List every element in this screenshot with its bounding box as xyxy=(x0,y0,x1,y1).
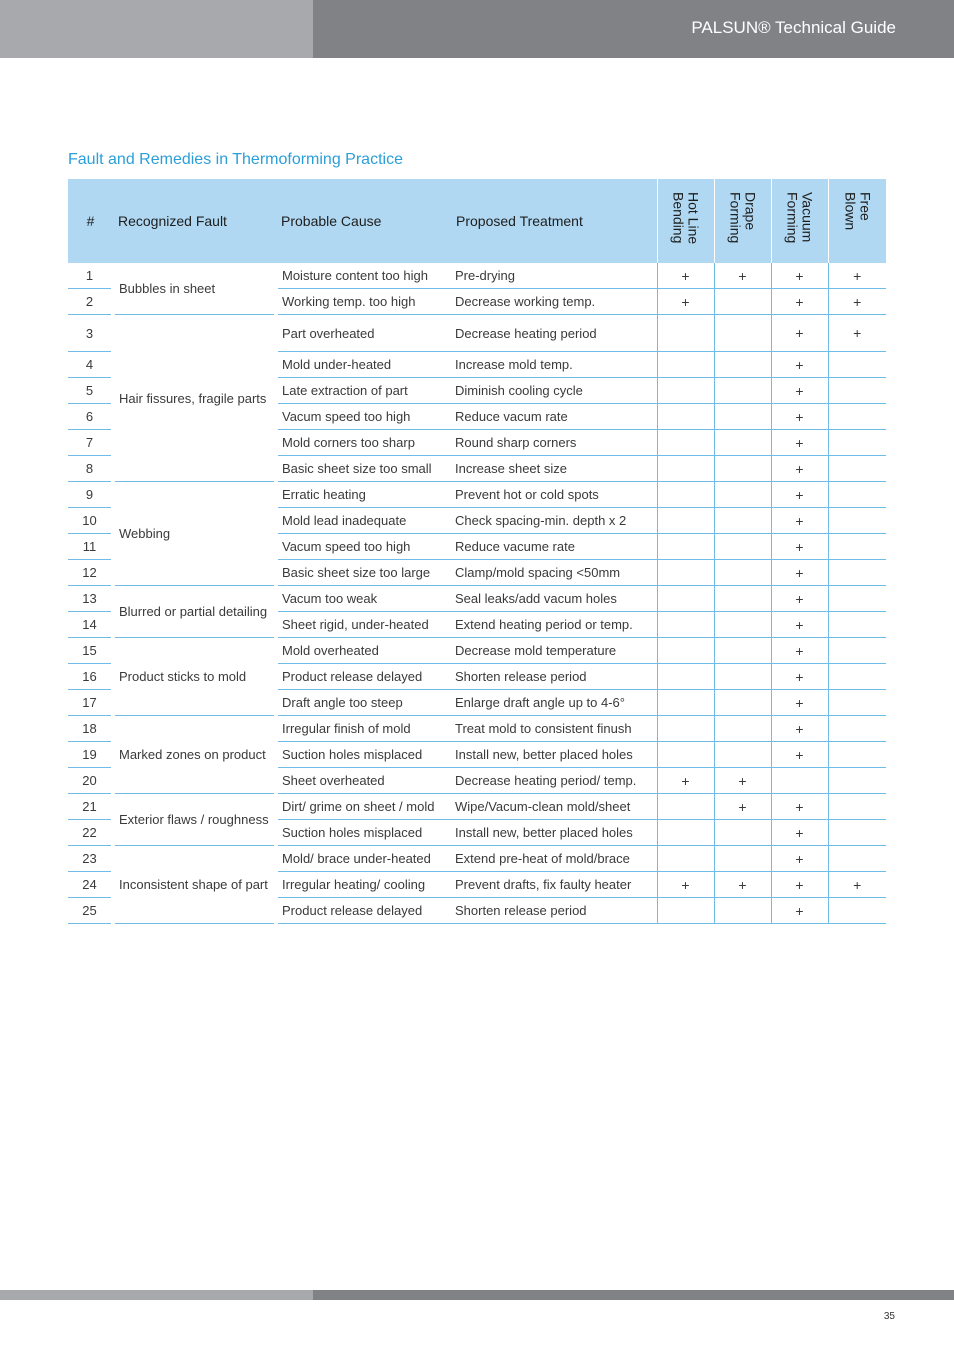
proposed-treatment: Extend pre-heat of mold/brace xyxy=(451,846,657,872)
mark-vacuum-forming: + xyxy=(771,289,828,315)
mark-vacuum-forming xyxy=(771,768,828,794)
probable-cause: Mold lead inadequate xyxy=(276,508,451,534)
mark-vacuum-forming: + xyxy=(771,638,828,664)
row-number: 25 xyxy=(68,898,113,924)
mark-drape-forming xyxy=(714,289,771,315)
mark-hot-line-bending xyxy=(657,482,714,508)
recognized-fault: Inconsistent shape of part xyxy=(113,846,276,924)
mark-drape-forming: + xyxy=(714,872,771,898)
probable-cause: Sheet overheated xyxy=(276,768,451,794)
mark-free-blown xyxy=(828,456,886,482)
probable-cause: Mold corners too sharp xyxy=(276,430,451,456)
mark-free-blown xyxy=(828,378,886,404)
row-number: 1 xyxy=(68,263,113,289)
proposed-treatment: Increase sheet size xyxy=(451,456,657,482)
mark-free-blown xyxy=(828,560,886,586)
mark-free-blown xyxy=(828,534,886,560)
mark-vacuum-forming: + xyxy=(771,612,828,638)
mark-free-blown: + xyxy=(828,872,886,898)
recognized-fault: Blurred or partial detailing xyxy=(113,586,276,638)
mark-drape-forming xyxy=(714,508,771,534)
probable-cause: Product release delayed xyxy=(276,898,451,924)
row-number: 21 xyxy=(68,794,113,820)
mark-drape-forming xyxy=(714,482,771,508)
mark-drape-forming xyxy=(714,560,771,586)
mark-free-blown xyxy=(828,430,886,456)
mark-free-blown xyxy=(828,794,886,820)
mark-drape-forming xyxy=(714,612,771,638)
mark-hot-line-bending xyxy=(657,820,714,846)
row-number: 19 xyxy=(68,742,113,768)
mark-drape-forming xyxy=(714,638,771,664)
mark-drape-forming xyxy=(714,898,771,924)
recognized-fault: Exterior flaws / roughness xyxy=(113,794,276,846)
mark-vacuum-forming: + xyxy=(771,872,828,898)
mark-drape-forming xyxy=(714,820,771,846)
probable-cause: Product release delayed xyxy=(276,664,451,690)
probable-cause: Suction holes misplaced xyxy=(276,742,451,768)
mark-hot-line-bending xyxy=(657,794,714,820)
mark-vacuum-forming: + xyxy=(771,534,828,560)
row-number: 13 xyxy=(68,586,113,612)
mark-hot-line-bending xyxy=(657,315,714,352)
mark-free-blown xyxy=(828,690,886,716)
proposed-treatment: Round sharp corners xyxy=(451,430,657,456)
proposed-treatment: Reduce vacum rate xyxy=(451,404,657,430)
row-number: 5 xyxy=(68,378,113,404)
table-header-row xyxy=(68,179,886,263)
probable-cause: Vacum speed too high xyxy=(276,534,451,560)
mark-hot-line-bending: + xyxy=(657,768,714,794)
mark-free-blown xyxy=(828,612,886,638)
mark-drape-forming: + xyxy=(714,768,771,794)
proposed-treatment: Enlarge draft angle up to 4-6° xyxy=(451,690,657,716)
mark-drape-forming xyxy=(714,430,771,456)
row-number: 8 xyxy=(68,456,113,482)
row-number: 20 xyxy=(68,768,113,794)
mark-hot-line-bending xyxy=(657,690,714,716)
row-number: 22 xyxy=(68,820,113,846)
proposed-treatment: Install new, better placed holes xyxy=(451,820,657,846)
proposed-treatment: Prevent hot or cold spots xyxy=(451,482,657,508)
footer-band-right xyxy=(313,1290,954,1300)
mark-free-blown xyxy=(828,664,886,690)
mark-vacuum-forming: + xyxy=(771,716,828,742)
mark-drape-forming xyxy=(714,315,771,352)
header-band-left xyxy=(0,0,313,58)
mark-free-blown xyxy=(828,898,886,924)
row-number: 7 xyxy=(68,430,113,456)
mark-drape-forming xyxy=(714,586,771,612)
proposed-treatment: Treat mold to consistent finush xyxy=(451,716,657,742)
mark-drape-forming: + xyxy=(714,263,771,289)
row-number: 23 xyxy=(68,846,113,872)
row-number: 2 xyxy=(68,289,113,315)
recognized-fault: Hair fissures, fragile parts xyxy=(113,315,276,482)
mark-hot-line-bending xyxy=(657,612,714,638)
mark-hot-line-bending xyxy=(657,508,714,534)
probable-cause: Mold under-heated xyxy=(276,352,451,378)
table-row xyxy=(68,716,886,742)
mark-hot-line-bending xyxy=(657,352,714,378)
table-row xyxy=(68,315,886,352)
mark-free-blown xyxy=(828,404,886,430)
mark-vacuum-forming: + xyxy=(771,315,828,352)
mark-vacuum-forming: + xyxy=(771,846,828,872)
mark-vacuum-forming: + xyxy=(771,742,828,768)
probable-cause: Moisture content too high xyxy=(276,263,451,289)
mark-drape-forming xyxy=(714,846,771,872)
row-number: 12 xyxy=(68,560,113,586)
table-row xyxy=(68,482,886,508)
mark-hot-line-bending xyxy=(657,430,714,456)
row-number: 15 xyxy=(68,638,113,664)
proposed-treatment: Increase mold temp. xyxy=(451,352,657,378)
proposed-treatment: Decrease heating period/ temp. xyxy=(451,768,657,794)
fault-remedies-table xyxy=(68,179,886,924)
header-fault: Recognized Fault xyxy=(113,179,276,263)
proposed-treatment: Prevent drafts, fix faulty heater xyxy=(451,872,657,898)
table-row xyxy=(68,794,886,820)
recognized-fault: Webbing xyxy=(113,482,276,586)
mark-vacuum-forming: + xyxy=(771,560,828,586)
section-title: Fault and Remedies in Thermoforming Practice xyxy=(68,151,403,168)
mark-free-blown xyxy=(828,742,886,768)
mark-drape-forming xyxy=(714,664,771,690)
mark-free-blown xyxy=(828,638,886,664)
row-number: 9 xyxy=(68,482,113,508)
table-row xyxy=(68,638,886,664)
mark-hot-line-bending xyxy=(657,560,714,586)
table-row xyxy=(68,586,886,612)
mark-free-blown: + xyxy=(828,315,886,352)
proposed-treatment: Check spacing-min. depth x 2 xyxy=(451,508,657,534)
probable-cause: Vacum too weak xyxy=(276,586,451,612)
mark-vacuum-forming: + xyxy=(771,352,828,378)
mark-free-blown: + xyxy=(828,263,886,289)
page-number: 35 xyxy=(883,1311,895,1322)
mark-vacuum-forming: + xyxy=(771,456,828,482)
probable-cause: Erratic heating xyxy=(276,482,451,508)
recognized-fault: Product sticks to mold xyxy=(113,638,276,716)
mark-free-blown xyxy=(828,586,886,612)
probable-cause: Mold overheated xyxy=(276,638,451,664)
mark-free-blown xyxy=(828,820,886,846)
mark-vacuum-forming: + xyxy=(771,430,828,456)
probable-cause: Part overheated xyxy=(276,315,451,352)
recognized-fault: Bubbles in sheet xyxy=(113,263,276,315)
mark-free-blown xyxy=(828,716,886,742)
proposed-treatment: Reduce vacume rate xyxy=(451,534,657,560)
proposed-treatment: Shorten release period xyxy=(451,898,657,924)
proposed-treatment: Clamp/mold spacing <50mm xyxy=(451,560,657,586)
row-number: 24 xyxy=(68,872,113,898)
mark-hot-line-bending xyxy=(657,456,714,482)
proposed-treatment: Install new, better placed holes xyxy=(451,742,657,768)
proposed-treatment: Extend heating period or temp. xyxy=(451,612,657,638)
header-free-blown: Free Blown xyxy=(828,179,886,263)
header-drape-forming: Drape Forming xyxy=(714,179,771,263)
header-vacuum-forming: Vacuum Forming xyxy=(771,179,828,263)
probable-cause: Irregular finish of mold xyxy=(276,716,451,742)
probable-cause: Suction holes misplaced xyxy=(276,820,451,846)
mark-drape-forming xyxy=(714,404,771,430)
mark-free-blown xyxy=(828,482,886,508)
mark-drape-forming: + xyxy=(714,794,771,820)
mark-vacuum-forming: + xyxy=(771,508,828,534)
row-number: 6 xyxy=(68,404,113,430)
probable-cause: Vacum speed too high xyxy=(276,404,451,430)
probable-cause: Sheet rigid, under-heated xyxy=(276,612,451,638)
mark-drape-forming xyxy=(714,690,771,716)
mark-hot-line-bending xyxy=(657,534,714,560)
mark-vacuum-forming: + xyxy=(771,378,828,404)
mark-drape-forming xyxy=(714,716,771,742)
row-number: 4 xyxy=(68,352,113,378)
row-number: 16 xyxy=(68,664,113,690)
mark-vacuum-forming: + xyxy=(771,820,828,846)
row-number: 14 xyxy=(68,612,113,638)
mark-drape-forming xyxy=(714,378,771,404)
proposed-treatment: Diminish cooling cycle xyxy=(451,378,657,404)
proposed-treatment: Decrease heating period xyxy=(451,315,657,352)
table-row xyxy=(68,846,886,872)
header-title: PALSUN® Technical Guide xyxy=(691,18,896,37)
header-num: # xyxy=(68,179,113,263)
proposed-treatment: Decrease mold temperature xyxy=(451,638,657,664)
mark-free-blown xyxy=(828,508,886,534)
probable-cause: Irregular heating/ cooling xyxy=(276,872,451,898)
mark-drape-forming xyxy=(714,352,771,378)
proposed-treatment: Seal leaks/add vacum holes xyxy=(451,586,657,612)
mark-vacuum-forming: + xyxy=(771,482,828,508)
row-number: 17 xyxy=(68,690,113,716)
table-row xyxy=(68,263,886,289)
row-number: 3 xyxy=(68,315,113,352)
probable-cause: Working temp. too high xyxy=(276,289,451,315)
probable-cause: Basic sheet size too small xyxy=(276,456,451,482)
mark-hot-line-bending xyxy=(657,404,714,430)
mark-hot-line-bending xyxy=(657,742,714,768)
mark-hot-line-bending xyxy=(657,898,714,924)
probable-cause: Mold/ brace under-heated xyxy=(276,846,451,872)
proposed-treatment: Shorten release period xyxy=(451,664,657,690)
mark-free-blown xyxy=(828,768,886,794)
probable-cause: Basic sheet size too large xyxy=(276,560,451,586)
mark-hot-line-bending xyxy=(657,586,714,612)
header-cause: Probable Cause xyxy=(276,179,451,263)
mark-drape-forming xyxy=(714,456,771,482)
mark-vacuum-forming: + xyxy=(771,664,828,690)
header-treatment: Proposed Treatment xyxy=(451,179,657,263)
proposed-treatment: Decrease working temp. xyxy=(451,289,657,315)
probable-cause: Late extraction of part xyxy=(276,378,451,404)
mark-hot-line-bending: + xyxy=(657,289,714,315)
mark-vacuum-forming: + xyxy=(771,586,828,612)
row-number: 18 xyxy=(68,716,113,742)
recognized-fault: Marked zones on product xyxy=(113,716,276,794)
mark-hot-line-bending: + xyxy=(657,872,714,898)
mark-hot-line-bending xyxy=(657,378,714,404)
mark-hot-line-bending xyxy=(657,716,714,742)
mark-hot-line-bending xyxy=(657,846,714,872)
row-number: 10 xyxy=(68,508,113,534)
probable-cause: Draft angle too steep xyxy=(276,690,451,716)
mark-vacuum-forming: + xyxy=(771,898,828,924)
mark-hot-line-bending: + xyxy=(657,263,714,289)
mark-free-blown: + xyxy=(828,289,886,315)
mark-hot-line-bending xyxy=(657,638,714,664)
mark-vacuum-forming: + xyxy=(771,794,828,820)
mark-vacuum-forming: + xyxy=(771,263,828,289)
mark-vacuum-forming: + xyxy=(771,404,828,430)
proposed-treatment: Wipe/Vacum-clean mold/sheet xyxy=(451,794,657,820)
mark-vacuum-forming: + xyxy=(771,690,828,716)
header-hot-line-bending: Hot Line Bending xyxy=(657,179,714,263)
mark-drape-forming xyxy=(714,742,771,768)
probable-cause: Dirt/ grime on sheet / mold xyxy=(276,794,451,820)
mark-free-blown xyxy=(828,846,886,872)
mark-hot-line-bending xyxy=(657,664,714,690)
header-band-right xyxy=(313,0,954,58)
mark-free-blown xyxy=(828,352,886,378)
footer-band-left xyxy=(0,1290,313,1300)
row-number: 11 xyxy=(68,534,113,560)
mark-drape-forming xyxy=(714,534,771,560)
proposed-treatment: Pre-drying xyxy=(451,263,657,289)
